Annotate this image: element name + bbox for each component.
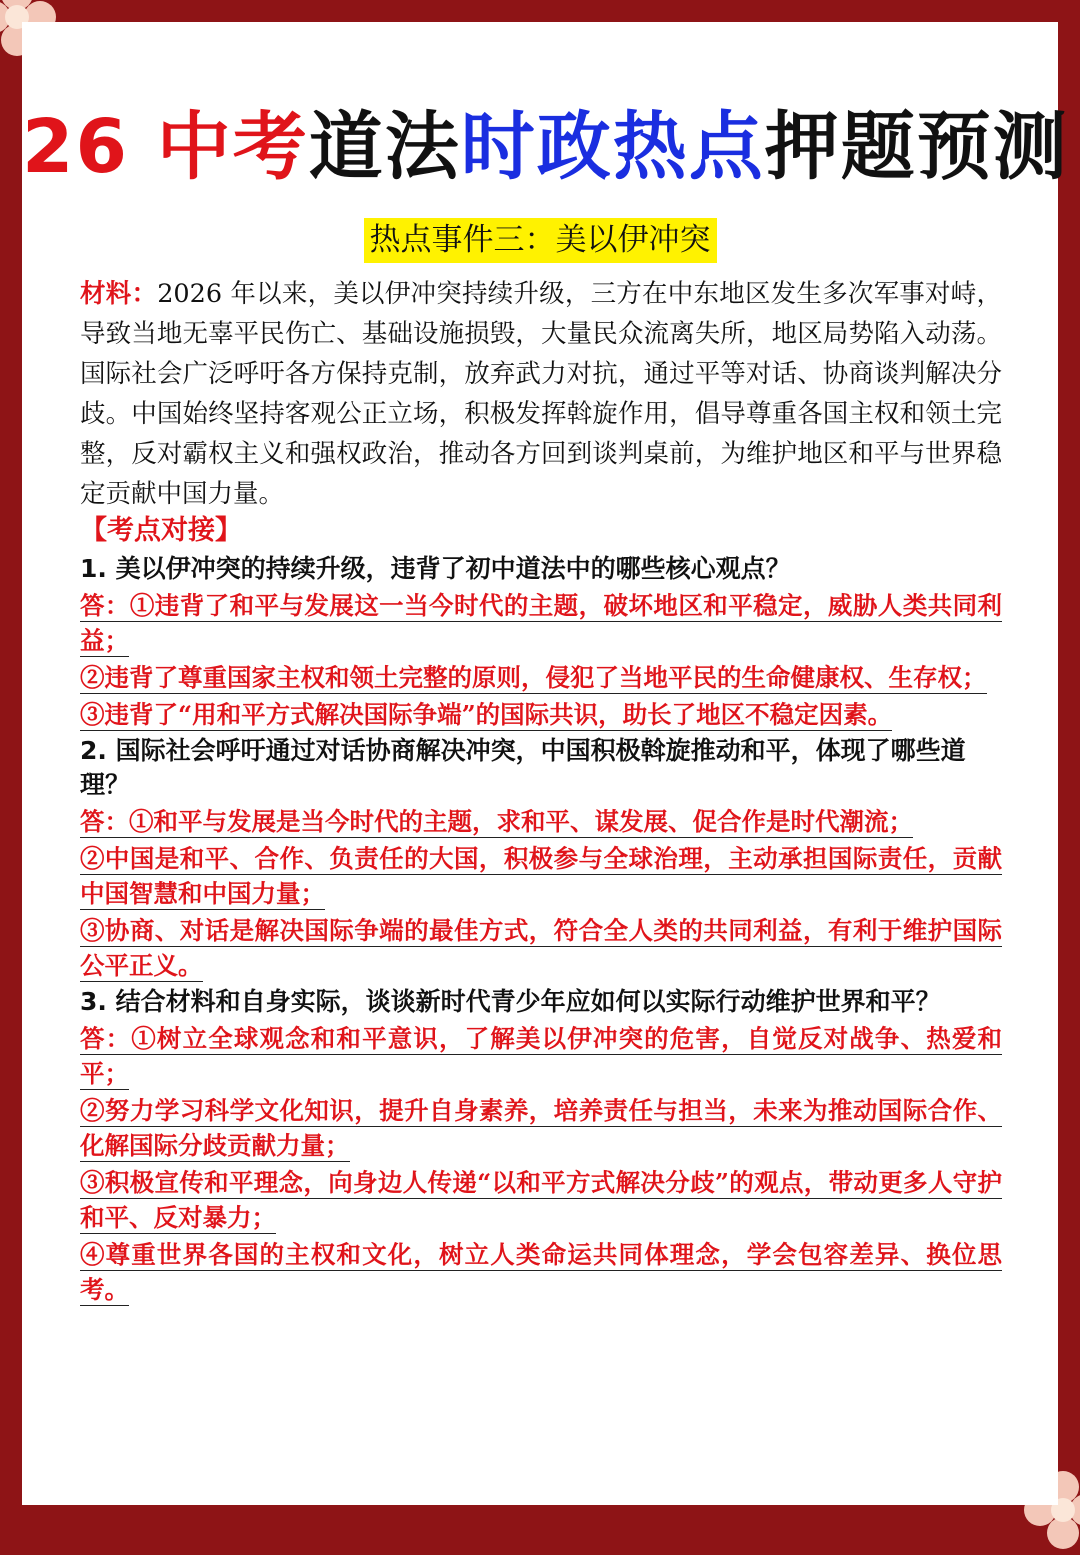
answer-item: ②努力学习科学文化知识，提升自身素养，培养责任与担当，未来为推动国际合作、化解国际分歧贡献力量； bbox=[80, 1096, 1002, 1160]
question-2: 2. 国际社会呼吁通过对话协商解决冲突，中国积极斡旋推动和平，体现了哪些道理？ bbox=[80, 736, 966, 799]
material-label: 材料： bbox=[80, 279, 158, 309]
answer-item: ③积极宣传和平理念，向身边人传递“以和平方式解决分歧”的观点，带动更多人守护和平、反对暴力； bbox=[80, 1168, 1002, 1232]
answer-item: ③协商、对话是解决国际争端的最佳方式，符合全人类的共同利益，有利于维护国际公平正义。 bbox=[80, 916, 1002, 980]
answer-item: ②中国是和平、合作、负责任的大国，积极参与全球治理，主动承担国际责任，贡献中国智慧和中国力量； bbox=[80, 844, 1002, 908]
section-heading: 【考点对接】 bbox=[80, 515, 242, 546]
document-page bbox=[22, 22, 1069, 1505]
subtitle-highlight: 热点事件三：美以伊冲突 bbox=[364, 218, 717, 263]
main-content bbox=[80, 274, 1002, 1309]
answer-item: ④尊重世界各国的主权和文化，树立人类命运共同体理念，学会包容差异、换位思考。 bbox=[80, 1240, 1002, 1304]
answer-item: 答：①和平与发展是当今时代的主题，求和平、谋发展、促合作是时代潮流； bbox=[80, 807, 913, 836]
material-paragraph bbox=[80, 274, 1002, 514]
title-part-3: 时政热点 bbox=[460, 104, 765, 190]
question-block-1 bbox=[80, 552, 1002, 732]
material-text: 2026 年以来，美以伊冲突持续升级，三方在中东地区发生多次军事对峙，导致当地无辜平民伤亡、基础设施损毁，大量民众流离失所，地区局势陷入动荡。国际社会广泛呼吁各方保持克制，放弃武力对抗，通过平等对话、协商谈判解决分歧。中国始终坚持客观公正立场，积极发挥斡旋作用，倡导尊重各国主权和领土完整，反对霸权主义和强权政治，推动各方回到谈判桌前，为维护地区和平与世界稳定贡献中国力量。 bbox=[80, 279, 1002, 509]
title-part-1: 26 中考 bbox=[22, 104, 309, 190]
title-part-2: 道法 bbox=[308, 104, 461, 190]
question-block-3 bbox=[80, 985, 1002, 1307]
answer-item: 答：①违背了和平与发展这一当今时代的主题，破坏地区和平稳定，威胁人类共同利益； bbox=[80, 591, 1002, 655]
answer-item: 答：①树立全球观念和和平意识，了解美以伊冲突的危害，自觉反对战争、热爱和平； bbox=[80, 1024, 1002, 1088]
page-title bbox=[22, 104, 1069, 190]
answer-item: ②违背了尊重国家主权和领土完整的原则，侵犯了当地平民的生命健康权、生存权； bbox=[80, 663, 987, 692]
question-1: 1. 美以伊冲突的持续升级，违背了初中道法中的哪些核心观点？ bbox=[80, 554, 791, 583]
question-3: 3. 结合材料和自身实际，谈谈新时代青少年应如何以实际行动维护世界和平？ bbox=[80, 987, 941, 1016]
answer-item: ③违背了“用和平方式解决国际争端”的国际共识，助长了地区不稳定因素。 bbox=[80, 700, 893, 729]
question-block-2 bbox=[80, 734, 1002, 983]
title-part-4: 押题预测 bbox=[764, 104, 1069, 190]
